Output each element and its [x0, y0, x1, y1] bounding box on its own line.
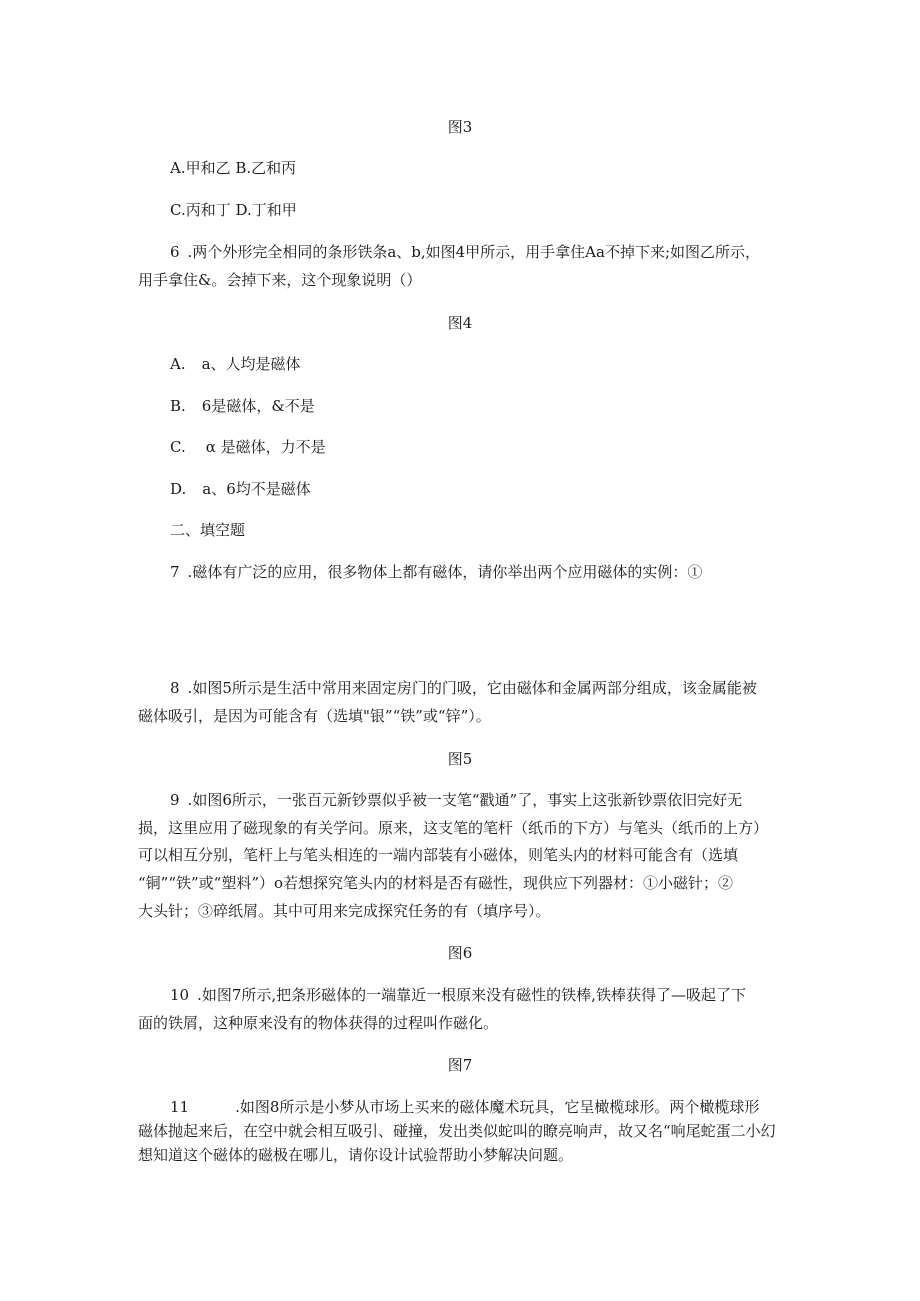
question-9-number: 9	[170, 791, 180, 809]
question-10-number: 10	[170, 986, 190, 1004]
question-11-number: 11	[170, 1098, 190, 1116]
q6-option-c	[170, 437, 326, 457]
q5-options-line-2: C.丙和丁 D.丁和甲	[170, 201, 297, 219]
question-8-number: 8	[170, 679, 180, 697]
figure-7-caption: 图7	[447, 1056, 473, 1074]
q6-option-c-text: α 是磁体，力不是	[205, 438, 326, 456]
figure-6-caption: 图6	[447, 944, 473, 962]
q5-options-line-1: A.甲和乙 B.乙和丙	[170, 159, 297, 177]
question-11-text-1: .如图8所示是小梦从市场上买来的磁体魔术玩具，它呈橄榄球形。两个橄榄球形	[235, 1098, 760, 1116]
question-6-text-1: .两个外形完全相同的条形铁条a、b,如图4甲所示，用手拿住Aa不掉下来;如图乙所示，	[187, 243, 761, 261]
question-9-line-1	[170, 790, 742, 810]
q6-option-b	[170, 396, 315, 416]
question-9-line-2: 损，这里应用了磁现象的有关学问。原来，这支笔的笔杆（纸币的下方）与笔头（纸币的上方）	[138, 819, 769, 837]
question-8-line-2: 磁体吸引，是因为可能含有（选填"银”“铁”或“锌”）。	[138, 707, 491, 725]
q6-option-b-label: B.	[170, 397, 186, 415]
section-title: 二、填空题	[170, 521, 246, 539]
q6-option-a	[170, 354, 301, 374]
question-6-number: 6	[170, 243, 180, 261]
figure-5-caption: 图5	[447, 750, 473, 768]
question-10-line-2: 面的铁屑，这种原来没有的物体获得的过程叫作磁化。	[138, 1014, 499, 1032]
q6-option-a-label: A.	[170, 355, 186, 373]
q6-option-b-text: 6是磁体，&不是	[201, 397, 315, 415]
question-7-line-1	[170, 562, 702, 582]
question-9-text-1: .如图6所示，一张百元新钞票似乎被一支笔“戳通”了，事实上这张新钞票依旧完好无	[187, 791, 743, 809]
question-10-text-1: .如图7所示,把条形磁体的一端靠近一根原来没有磁性的铁棒,铁棒获得了—吸起了下	[197, 986, 746, 1004]
q6-option-d-text: a、6均不是磁体	[202, 480, 311, 498]
question-6-line-1	[170, 242, 760, 262]
question-6-line-2: 用手拿住&。会掉下来，这个现象说明（）	[138, 271, 422, 289]
question-10-line-1	[170, 985, 746, 1005]
question-9-line-4: “铜”“铁”或“塑料”）o若想探究笔头内的材料是否有磁性，现供应下列器材：①小磁针；②	[138, 874, 734, 892]
question-9-line-3: 可以相互分别，笔杆上与笔头相连的一端内部装有小磁体，则笔头内的材料可能含有（选填	[138, 846, 739, 864]
question-11-line-1	[170, 1097, 759, 1117]
question-11-line-2: 磁体抛起来后，在空中就会相互吸引、碰撞，发出类似蛇叫的瞭亮响声，故又名“响尾蛇蛋二小幻	[138, 1122, 776, 1140]
question-7-text-1: .磁体有广泛的应用，很多物体上都有磁体，请你举出两个应用磁体的实例：①	[187, 563, 703, 581]
q6-option-d	[170, 479, 311, 499]
question-9-line-5: 大头针；③碎纸屑。其中可用来完成探究任务的有（填序号）。	[138, 902, 551, 920]
question-11-line-3: 想知道这个磁体的磁极在哪儿，请你设计试验帮助小梦解决问题。	[138, 1146, 574, 1164]
question-7-number: 7	[170, 563, 180, 581]
question-8-text-1: .如图5所示是生活中常用来固定房门的门吸，它由磁体和金属两部分组成，该金属能被	[187, 679, 757, 697]
q6-option-a-text: a、人均是磁体	[201, 355, 301, 373]
q6-option-d-label: D.	[170, 480, 187, 498]
question-8-line-1	[170, 678, 757, 698]
figure-4-caption: 图4	[447, 314, 473, 332]
q6-option-c-label: C.	[170, 438, 186, 456]
figure-3-caption: 图3	[447, 118, 473, 136]
